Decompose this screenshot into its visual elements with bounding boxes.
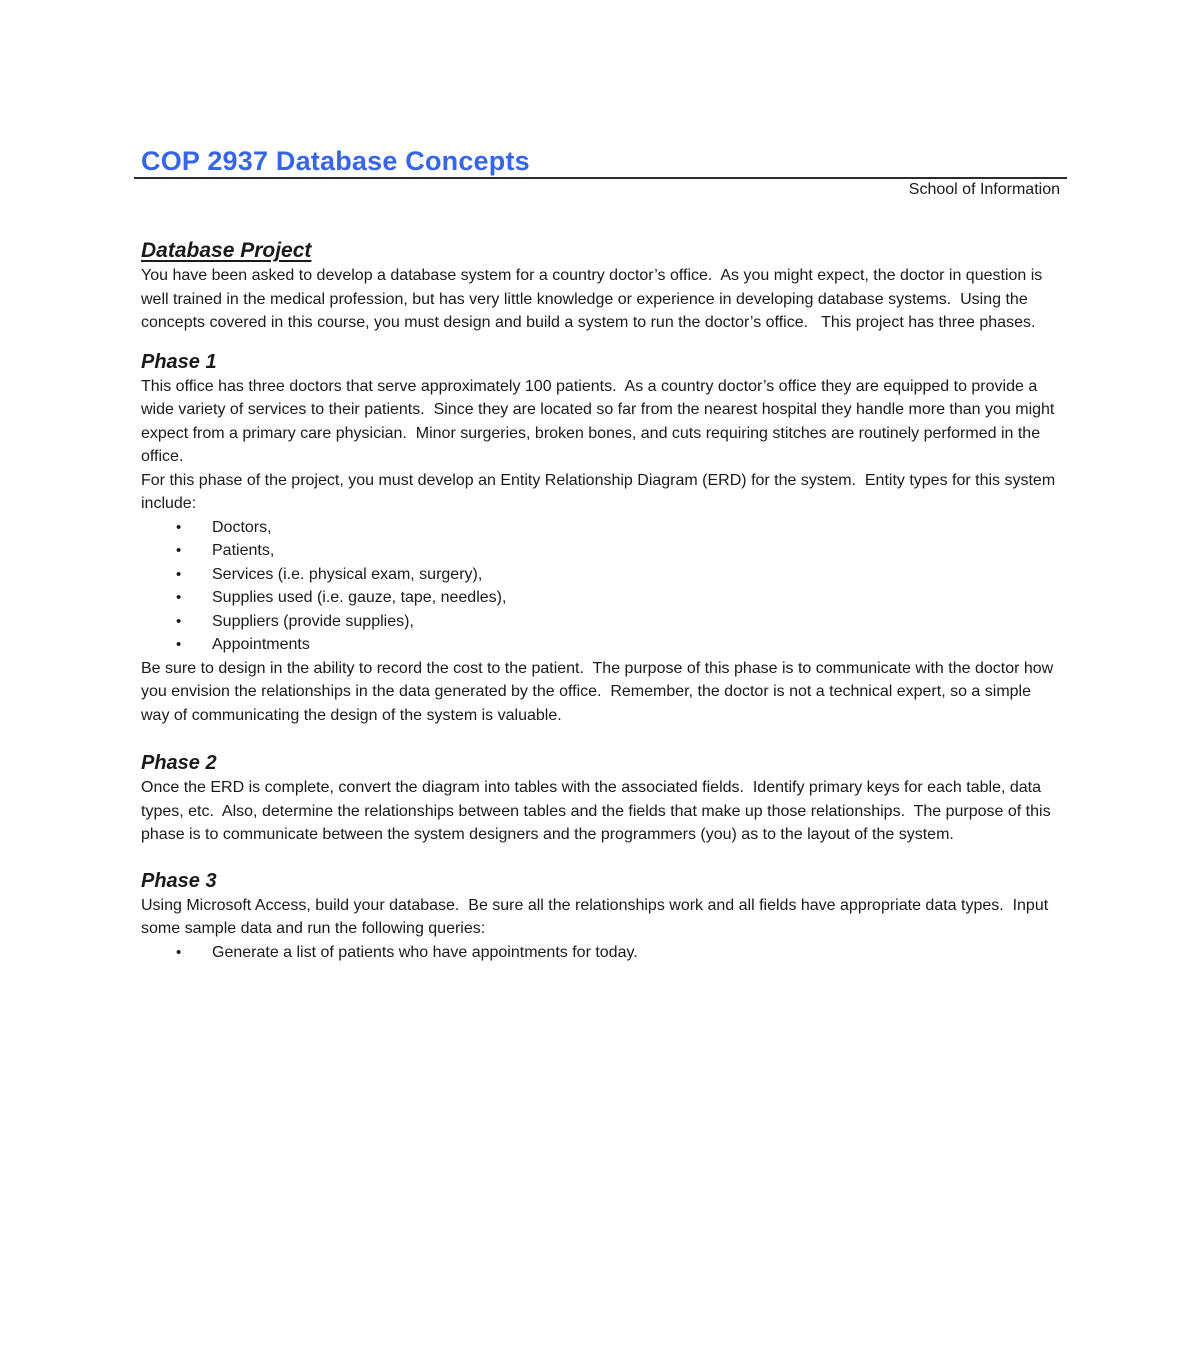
title-rule [134, 177, 1067, 179]
bullet-icon: • [176, 943, 182, 961]
entity-types-list [141, 516, 1060, 657]
phase-1-heading: Phase 1 [141, 350, 217, 373]
list-item-label: Appointments [212, 636, 310, 653]
bullet-icon: • [176, 518, 182, 536]
bullet-icon: • [176, 636, 182, 653]
bullet-icon: • [176, 612, 182, 630]
phase-1-closing-paragraph: Be sure to design in the ability to record the cost to the patient. The purpose of this phase is to communicate with the doctor how you envision the relationships in the data generated by the office. Remember, the doctor is not a technical expert, so a simple way of communicating the design of the system is valuable. [141, 659, 1058, 724]
document-page [0, 146, 1200, 1346]
phase-2-heading: Phase 2 [141, 752, 217, 774]
phase-1-overview-paragraph: This office has three doctors that serve approximately 100 patients. As a country doctor’s office they are equipped to provide a wide variety of services to their patients. Since they are located so far from the nearest hospital they handle more than you might expect from a primary care physician. Minor surgeries, broken bones, and cuts requiring stitches are routinely performed in the office. [141, 377, 1059, 465]
phase-2-paragraph: Once the ERD is complete, convert the diagram into tables with the associated fields. Identify primary keys for each table, data types, etc. Also, determine the relationships between tables and the fields that make up those relationships. The purpose of this phase is to communicate between the system designers and the programmers (you) as to the layout of the system. [141, 779, 1056, 843]
list-item [141, 516, 1060, 540]
bullet-icon: • [176, 542, 182, 559]
phase-3-paragraph: Using Microsoft Access, build your database. Be sure all the relationships work and all fields have appropriate data types. Input some sample data and run the following queries: [141, 896, 1053, 937]
project-heading: Database Project [141, 239, 312, 262]
bullet-icon: • [176, 565, 182, 583]
list-item-label: Suppliers (provide supplies), [212, 612, 414, 630]
list-item-label: Patients, [212, 542, 275, 559]
list-item-label: Supplies used (i.e. gauze, tape, needles), [212, 589, 507, 606]
list-item [141, 941, 1060, 965]
phase-1-erd-paragraph: For this phase of the project, you must develop an Entity Relationship Diagram (ERD) for the system. Entity types for this system include: [141, 471, 1060, 512]
list-item [141, 539, 1060, 563]
phase-3-heading: Phase 3 [141, 869, 217, 892]
list-item [141, 633, 1060, 657]
byline-school: School of Information [908, 181, 1060, 198]
list-item [141, 586, 1060, 610]
list-item-label: Services (i.e. physical exam, surgery), [212, 565, 483, 583]
course-title: COP 2937 Database Concepts [141, 146, 530, 176]
list-item-label: Doctors, [212, 518, 272, 536]
bullet-icon: • [176, 589, 182, 606]
queries-list [141, 941, 1060, 965]
list-item [141, 610, 1060, 634]
list-item [141, 563, 1060, 587]
list-item-label: Generate a list of patients who have appointments for today. [212, 943, 638, 961]
intro-paragraph: You have been asked to develop a database system for a country doctor’s office. As you might expect, the doctor in question is well trained in the medical profession, but has very little knowledge or experience in developing database systems. Using the concepts covered in this course, you must design and build a system to run the doctor’s office. This project has three phases. [141, 267, 1047, 331]
